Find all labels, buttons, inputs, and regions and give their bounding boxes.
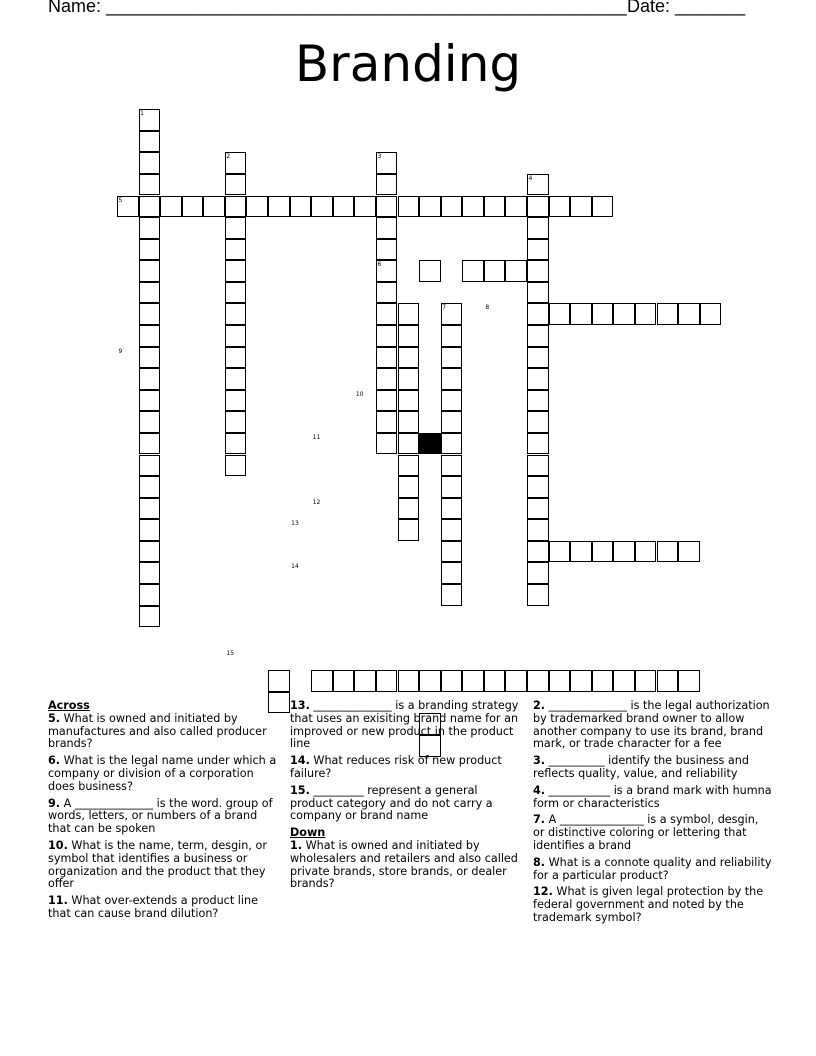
grid-cell[interactable]: [398, 476, 420, 498]
grid-cell[interactable]: [441, 541, 463, 563]
grid-cell[interactable]: [376, 303, 398, 325]
grid-cell[interactable]: [398, 303, 420, 325]
grid-cell[interactable]: [419, 670, 441, 692]
grid-cell[interactable]: [354, 196, 376, 218]
grid-cell[interactable]: [139, 584, 161, 606]
grid-cell[interactable]: [441, 584, 463, 606]
clue-number-3: 3: [377, 153, 382, 161]
grid-cell[interactable]: [139, 606, 161, 628]
grid-cell[interactable]: [376, 368, 398, 390]
grid-cell[interactable]: [268, 196, 290, 218]
grid-cell[interactable]: [549, 541, 571, 563]
grid-cell[interactable]: [376, 239, 398, 261]
grid-cell[interactable]: [376, 347, 398, 369]
grid-cell[interactable]: [225, 347, 247, 369]
grid-cell[interactable]: [613, 670, 635, 692]
grid-cell[interactable]: [441, 455, 463, 477]
grid-cell[interactable]: [268, 670, 290, 692]
grid-cell[interactable]: [139, 476, 161, 498]
grid-cell[interactable]: [139, 498, 161, 520]
grid-cell[interactable]: [527, 498, 549, 520]
clues-column-3: [533, 700, 773, 929]
grid-cell[interactable]: [527, 347, 549, 369]
grid-cell[interactable]: [613, 303, 635, 325]
grid-cell[interactable]: [311, 670, 333, 692]
clue-number-5: 5: [118, 196, 123, 204]
grid-cell[interactable]: [657, 670, 679, 692]
grid-cell[interactable]: [570, 196, 592, 218]
grid-cell[interactable]: [549, 196, 571, 218]
grid-cell[interactable]: [376, 411, 398, 433]
grid-cell[interactable]: [505, 260, 527, 282]
grid-cell[interactable]: [182, 196, 204, 218]
grid-cell[interactable]: [398, 390, 420, 412]
grid-cell[interactable]: [398, 196, 420, 218]
grid-cell[interactable]: [398, 670, 420, 692]
grid-cell[interactable]: [139, 152, 161, 174]
grid-cell[interactable]: [139, 217, 161, 239]
grid-cell[interactable]: [225, 455, 247, 477]
clue-number-6: 6: [377, 261, 382, 269]
grid-cell[interactable]: [139, 303, 161, 325]
grid-cell[interactable]: [139, 368, 161, 390]
grid-cell[interactable]: [398, 519, 420, 541]
grid-cell[interactable]: [398, 325, 420, 347]
grid-cell[interactable]: [311, 196, 333, 218]
clue-number-15: 15: [226, 649, 235, 657]
name-field-label: Name: ____________________________________________________: [48, 0, 627, 16]
grid-cell[interactable]: [549, 303, 571, 325]
clues-column-2: [290, 700, 522, 895]
grid-cell[interactable]: [333, 670, 355, 692]
down-heading: Down: [290, 826, 326, 840]
grid-cell[interactable]: [398, 498, 420, 520]
grid-cell[interactable]: [484, 260, 506, 282]
grid-cell[interactable]: [462, 670, 484, 692]
grid-cell[interactable]: [398, 433, 420, 455]
grid-cell[interactable]: [527, 584, 549, 606]
grid-cell[interactable]: [592, 196, 614, 218]
grid-cell[interactable]: [527, 411, 549, 433]
clue-number-11: 11: [312, 433, 321, 441]
grid-cell[interactable]: [139, 455, 161, 477]
grid-cell[interactable]: [613, 541, 635, 563]
grid-cell[interactable]: [527, 455, 549, 477]
grid-cell[interactable]: [225, 411, 247, 433]
grid-cell[interactable]: [570, 303, 592, 325]
clue-across-5: 5. What is owned and initiated by manufactures and also called producer brands?: [48, 711, 267, 751]
grid-cell[interactable]: [527, 476, 549, 498]
grid-cell[interactable]: [225, 390, 247, 412]
grid-cell[interactable]: [419, 196, 441, 218]
grid-cell[interactable]: [398, 347, 420, 369]
grid-cell[interactable]: [398, 411, 420, 433]
grid-cell[interactable]: [441, 562, 463, 584]
grid-cell[interactable]: [225, 368, 247, 390]
grid-cell[interactable]: [419, 260, 441, 282]
grid-cell[interactable]: [527, 239, 549, 261]
grid-cell[interactable]: [527, 541, 549, 563]
grid-cell[interactable]: [592, 303, 614, 325]
grid-cell[interactable]: [657, 303, 679, 325]
grid-cell[interactable]: [570, 670, 592, 692]
grid-cell[interactable]: [376, 282, 398, 304]
clue-number-13: 13: [291, 520, 299, 528]
grid-cell[interactable]: [376, 670, 398, 692]
grid-cell[interactable]: [225, 196, 247, 218]
grid-cell[interactable]: [376, 325, 398, 347]
grid-cell[interactable]: [570, 541, 592, 563]
clue-across-9: 9. A ______________ is the word. group of words, letters, or numbers of a brand that can be spoken: [48, 796, 273, 836]
clue-across-14: 14. What reduces risk of new product failure?: [290, 754, 502, 780]
grid-cell[interactable]: [139, 390, 161, 412]
clue-across-11: 11. What over-extends a product line that can cause brand dilution?: [48, 894, 258, 920]
clue-number-8: 8: [485, 304, 490, 312]
grid-cell[interactable]: [139, 562, 161, 584]
clue-down-3: 3. __________ identify the business and reflects quality, value, and reliability: [533, 754, 749, 780]
grid-cell[interactable]: [527, 325, 549, 347]
clue-down-7: 7. A _______________ is a symbol, desgin, or distinctive coloring or lettering that identifies a brand: [533, 813, 759, 852]
grid-cell[interactable]: [678, 541, 700, 563]
page-title: Branding: [294, 35, 522, 93]
grid-cell[interactable]: [203, 196, 225, 218]
grid-cell[interactable]: [376, 433, 398, 455]
black-cell: [419, 433, 441, 455]
clue-across-13: 13. ______________ is a branding strategy that uses an exisiting brand name for an improved or new product in the product line: [290, 699, 519, 751]
grid-cell[interactable]: [441, 411, 463, 433]
grid-cell[interactable]: [290, 196, 312, 218]
grid-cell[interactable]: [398, 368, 420, 390]
grid-cell[interactable]: [376, 217, 398, 239]
grid-cell[interactable]: [592, 541, 614, 563]
grid-cell[interactable]: [527, 368, 549, 390]
grid-cell[interactable]: [225, 303, 247, 325]
clue-number-2: 2: [226, 153, 231, 161]
grid-cell[interactable]: [376, 174, 398, 196]
grid-cell[interactable]: [441, 519, 463, 541]
clue-number-1: 1: [140, 110, 144, 118]
grid-cell[interactable]: [139, 239, 161, 261]
grid-cell[interactable]: [139, 519, 161, 541]
grid-cell[interactable]: [484, 670, 506, 692]
grid-cell[interactable]: [139, 260, 161, 282]
grid-cell[interactable]: [333, 196, 355, 218]
clue-number-10: 10: [355, 390, 364, 398]
date-field-label: Date: _______: [627, 0, 746, 16]
clue-across-15: 15. _________ represent a general product category and do not carry a company or brand name: [290, 783, 493, 823]
grid-cell[interactable]: [139, 174, 161, 196]
grid-cell[interactable]: [527, 217, 549, 239]
grid-cell[interactable]: [527, 390, 549, 412]
clue-number-9: 9: [118, 347, 123, 355]
grid-cell[interactable]: [139, 541, 161, 563]
grid-cell[interactable]: [441, 670, 463, 692]
grid-cell[interactable]: [225, 325, 247, 347]
grid-cell[interactable]: [139, 433, 161, 455]
grid-cell[interactable]: [527, 282, 549, 304]
clue-down-4: 4. ___________ is a brand mark with humna form or characteristics: [533, 783, 772, 810]
clue-down-1: 1. What is owned and initiated by wholesalers and retailers and also called private brands, store brands, or dealer brands?: [290, 838, 518, 891]
grid-cell[interactable]: [441, 325, 463, 347]
grid-cell[interactable]: [678, 303, 700, 325]
clues-column-1: [48, 700, 280, 925]
grid-cell[interactable]: [441, 498, 463, 520]
grid-cell[interactable]: [139, 131, 161, 153]
grid-cell[interactable]: [441, 347, 463, 369]
grid-cell[interactable]: [527, 303, 549, 325]
grid-cell[interactable]: [246, 196, 268, 218]
grid-cell[interactable]: [527, 519, 549, 541]
clue-across-10: 10. What is the name, term, desgin, or symbol that identifies a business or organization and the product that they offer: [48, 838, 267, 891]
clue-down-8: 8. What is a connote quality and reliability for a particular product?: [533, 855, 772, 882]
clue-across-6: 6. What is the legal name under which a company or division of a corporation does business?: [48, 754, 277, 793]
grid-cell[interactable]: [139, 347, 161, 369]
grid-cell[interactable]: [592, 670, 614, 692]
grid-cell[interactable]: [678, 670, 700, 692]
grid-cell[interactable]: [139, 325, 161, 347]
across-heading: Across: [48, 699, 90, 712]
grid-cell[interactable]: [700, 303, 722, 325]
grid-cell[interactable]: [139, 411, 161, 433]
grid-cell[interactable]: [398, 455, 420, 477]
clue-down-12: 12. What is given legal protection by the federal government and noted by the trademark symbol?: [533, 885, 764, 924]
clue-number-14: 14: [291, 563, 299, 571]
grid-cell[interactable]: [657, 541, 679, 563]
grid-cell[interactable]: [462, 260, 484, 282]
grid-cell[interactable]: [484, 196, 506, 218]
grid-cell[interactable]: [635, 541, 657, 563]
grid-cell[interactable]: [441, 368, 463, 390]
grid-cell[interactable]: [527, 260, 549, 282]
grid-cell[interactable]: [462, 196, 484, 218]
grid-cell[interactable]: [376, 196, 398, 218]
clue-number-4: 4: [528, 174, 533, 182]
grid-cell[interactable]: [160, 196, 182, 218]
grid-cell[interactable]: [549, 670, 571, 692]
grid-cell[interactable]: [635, 303, 657, 325]
grid-cell[interactable]: [225, 433, 247, 455]
grid-cell[interactable]: [527, 196, 549, 218]
clue-down-2: 2. ______________ is the legal authorization by trademarked brand owner to allow another company to use its brand, brand mark, or trade character for a fee: [533, 699, 770, 751]
grid-cell[interactable]: [527, 562, 549, 584]
grid-cell[interactable]: [441, 433, 463, 455]
grid-cell[interactable]: [354, 670, 376, 692]
grid-cell[interactable]: [505, 670, 527, 692]
grid-cell[interactable]: [505, 196, 527, 218]
grid-cell[interactable]: [441, 390, 463, 412]
grid-cell[interactable]: [635, 670, 657, 692]
grid-cell[interactable]: [225, 217, 247, 239]
grid-cell[interactable]: [139, 196, 161, 218]
grid-cell[interactable]: [527, 433, 549, 455]
grid-cell[interactable]: [225, 239, 247, 261]
grid-cell[interactable]: [441, 196, 463, 218]
grid-cell[interactable]: [376, 390, 398, 412]
grid-cell[interactable]: [225, 282, 247, 304]
clue-number-7: 7: [442, 304, 447, 312]
grid-cell[interactable]: [139, 282, 161, 304]
grid-cell[interactable]: [527, 670, 549, 692]
grid-cell[interactable]: [225, 260, 247, 282]
grid-cell[interactable]: [441, 476, 463, 498]
grid-cell[interactable]: [225, 174, 247, 196]
clue-number-12: 12: [312, 498, 321, 506]
